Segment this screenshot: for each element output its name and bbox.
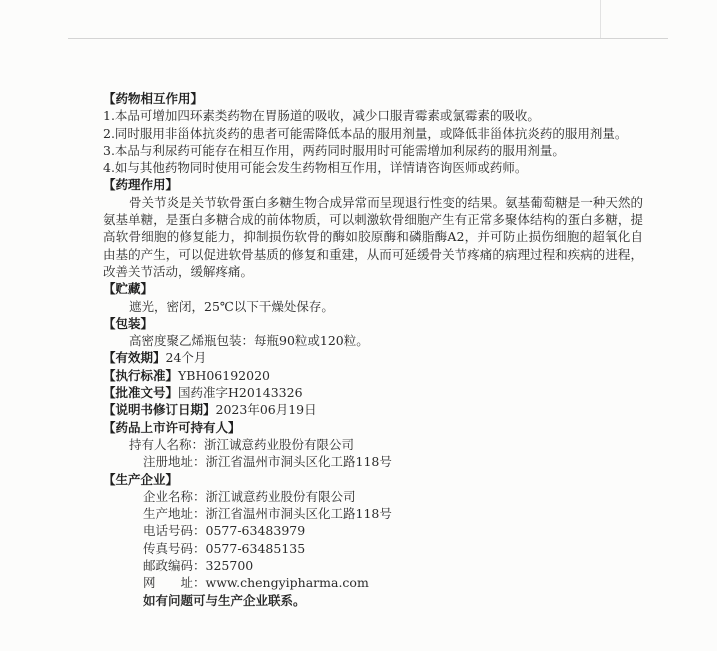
interaction-item: 3.本品与利尿药可能存在相互作用，两药同时服用时可能需增加利尿药的服用剂量。	[103, 142, 565, 158]
fold-line	[600, 0, 601, 38]
mfr-address-line	[103, 505, 643, 522]
revision-value: 2023年06月19日	[215, 402, 317, 418]
leaflet-text	[103, 90, 643, 609]
mfr-fax-label: 传真号码：	[143, 540, 206, 556]
validity-label: 【有效期】	[103, 350, 166, 366]
mah-address-value: 浙江省温州市洞头区化工路118号	[205, 454, 392, 470]
pharmacology-text: 骨关节炎是关节软骨蛋白多糖生物合成异常而呈现退行性变的结果。氨基葡萄糖是一种天然的氨基单糖，是蛋白多糖合成的前体物质，可以刺激软骨细胞产生有正常多聚体结构的蛋白多糖，提高软骨细胞的修复能力，抑制损伤软骨的酶如胶原酶和磷脂酶A2，并可防止损伤细胞的超氧化自由基的产生，可以促进软骨基质的修复和重建，从而可延缓骨关节疼痛的病理过程和疾病的进程，改善关节活动，缓解疼痛。	[103, 194, 643, 279]
standard-label: 【执行标准】	[103, 367, 179, 383]
approval-value: 国药准字H20143326	[178, 385, 303, 401]
validity-line	[103, 349, 643, 366]
packaging-text: 高密度聚乙烯瓶包装：每瓶90粒或120粒。	[129, 333, 369, 349]
interaction-item: 2.同时服用非甾体抗炎药的患者可能需降低本品的服用剂量，或降低非甾体抗炎药的服用剂量。	[103, 125, 628, 141]
revision-label: 【说明书修订日期】	[103, 402, 216, 418]
section-heading-mah: 【药品上市许可持有人】	[103, 419, 241, 435]
mfr-web-line	[103, 574, 643, 591]
mfr-fax-line	[103, 540, 643, 557]
storage-text: 遮光，密闭，25℃以下干燥处保存。	[129, 298, 334, 314]
mfr-phone-value: 0577-63483979	[205, 523, 306, 539]
approval-line	[103, 384, 643, 401]
mfr-phone-line	[103, 522, 643, 539]
mah-address-line	[103, 453, 643, 470]
section-heading-storage: 【贮藏】	[103, 281, 154, 297]
section-heading-manufacturer: 【生产企业】	[103, 471, 179, 487]
mfr-postcode-value: 325700	[205, 558, 254, 574]
mah-holder-line	[103, 436, 643, 453]
mfr-name-value: 浙江诚意药业股份有限公司	[205, 488, 356, 504]
standard-value: YBH06192020	[178, 367, 270, 383]
mfr-fax-value: 0577-63485135	[205, 540, 306, 556]
contact-note: 如有问题可与生产企业联系。	[143, 592, 306, 608]
mfr-address-value: 浙江省温州市洞头区化工路118号	[205, 506, 392, 522]
section-heading-interactions: 【药物相互作用】	[103, 91, 204, 106]
section-heading-pharmacology: 【药理作用】	[103, 177, 179, 193]
mfr-web-label: 网 址：	[143, 575, 206, 591]
approval-label: 【批准文号】	[103, 385, 179, 401]
revision-line	[103, 401, 643, 418]
mah-address-label: 注册地址：	[143, 454, 206, 470]
mfr-address-label: 生产地址：	[143, 506, 206, 522]
interaction-item: 4.如与其他药物同时使用可能会发生药物相互作用，详情请咨询医师或药师。	[103, 160, 528, 176]
mfr-web-value: www.chengyipharma.com	[205, 575, 369, 591]
mfr-name-label: 企业名称：	[143, 488, 206, 504]
interaction-item: 1.本品可增加四环素类药物在胃肠道的吸收，减少口服青霉素或氯霉素的吸收。	[103, 108, 540, 124]
mfr-postcode-label: 邮政编码：	[143, 558, 206, 574]
mah-holder-value: 浙江诚意药业股份有限公司	[204, 436, 355, 452]
standard-line	[103, 367, 643, 384]
mfr-name-line	[103, 488, 643, 505]
mfr-postcode-line	[103, 557, 643, 574]
section-heading-packaging: 【包装】	[103, 315, 154, 331]
top-divider	[68, 38, 668, 39]
mah-holder-label: 持有人名称：	[129, 436, 205, 452]
mfr-phone-label: 电话号码：	[143, 523, 206, 539]
validity-value: 24个月	[165, 350, 207, 366]
